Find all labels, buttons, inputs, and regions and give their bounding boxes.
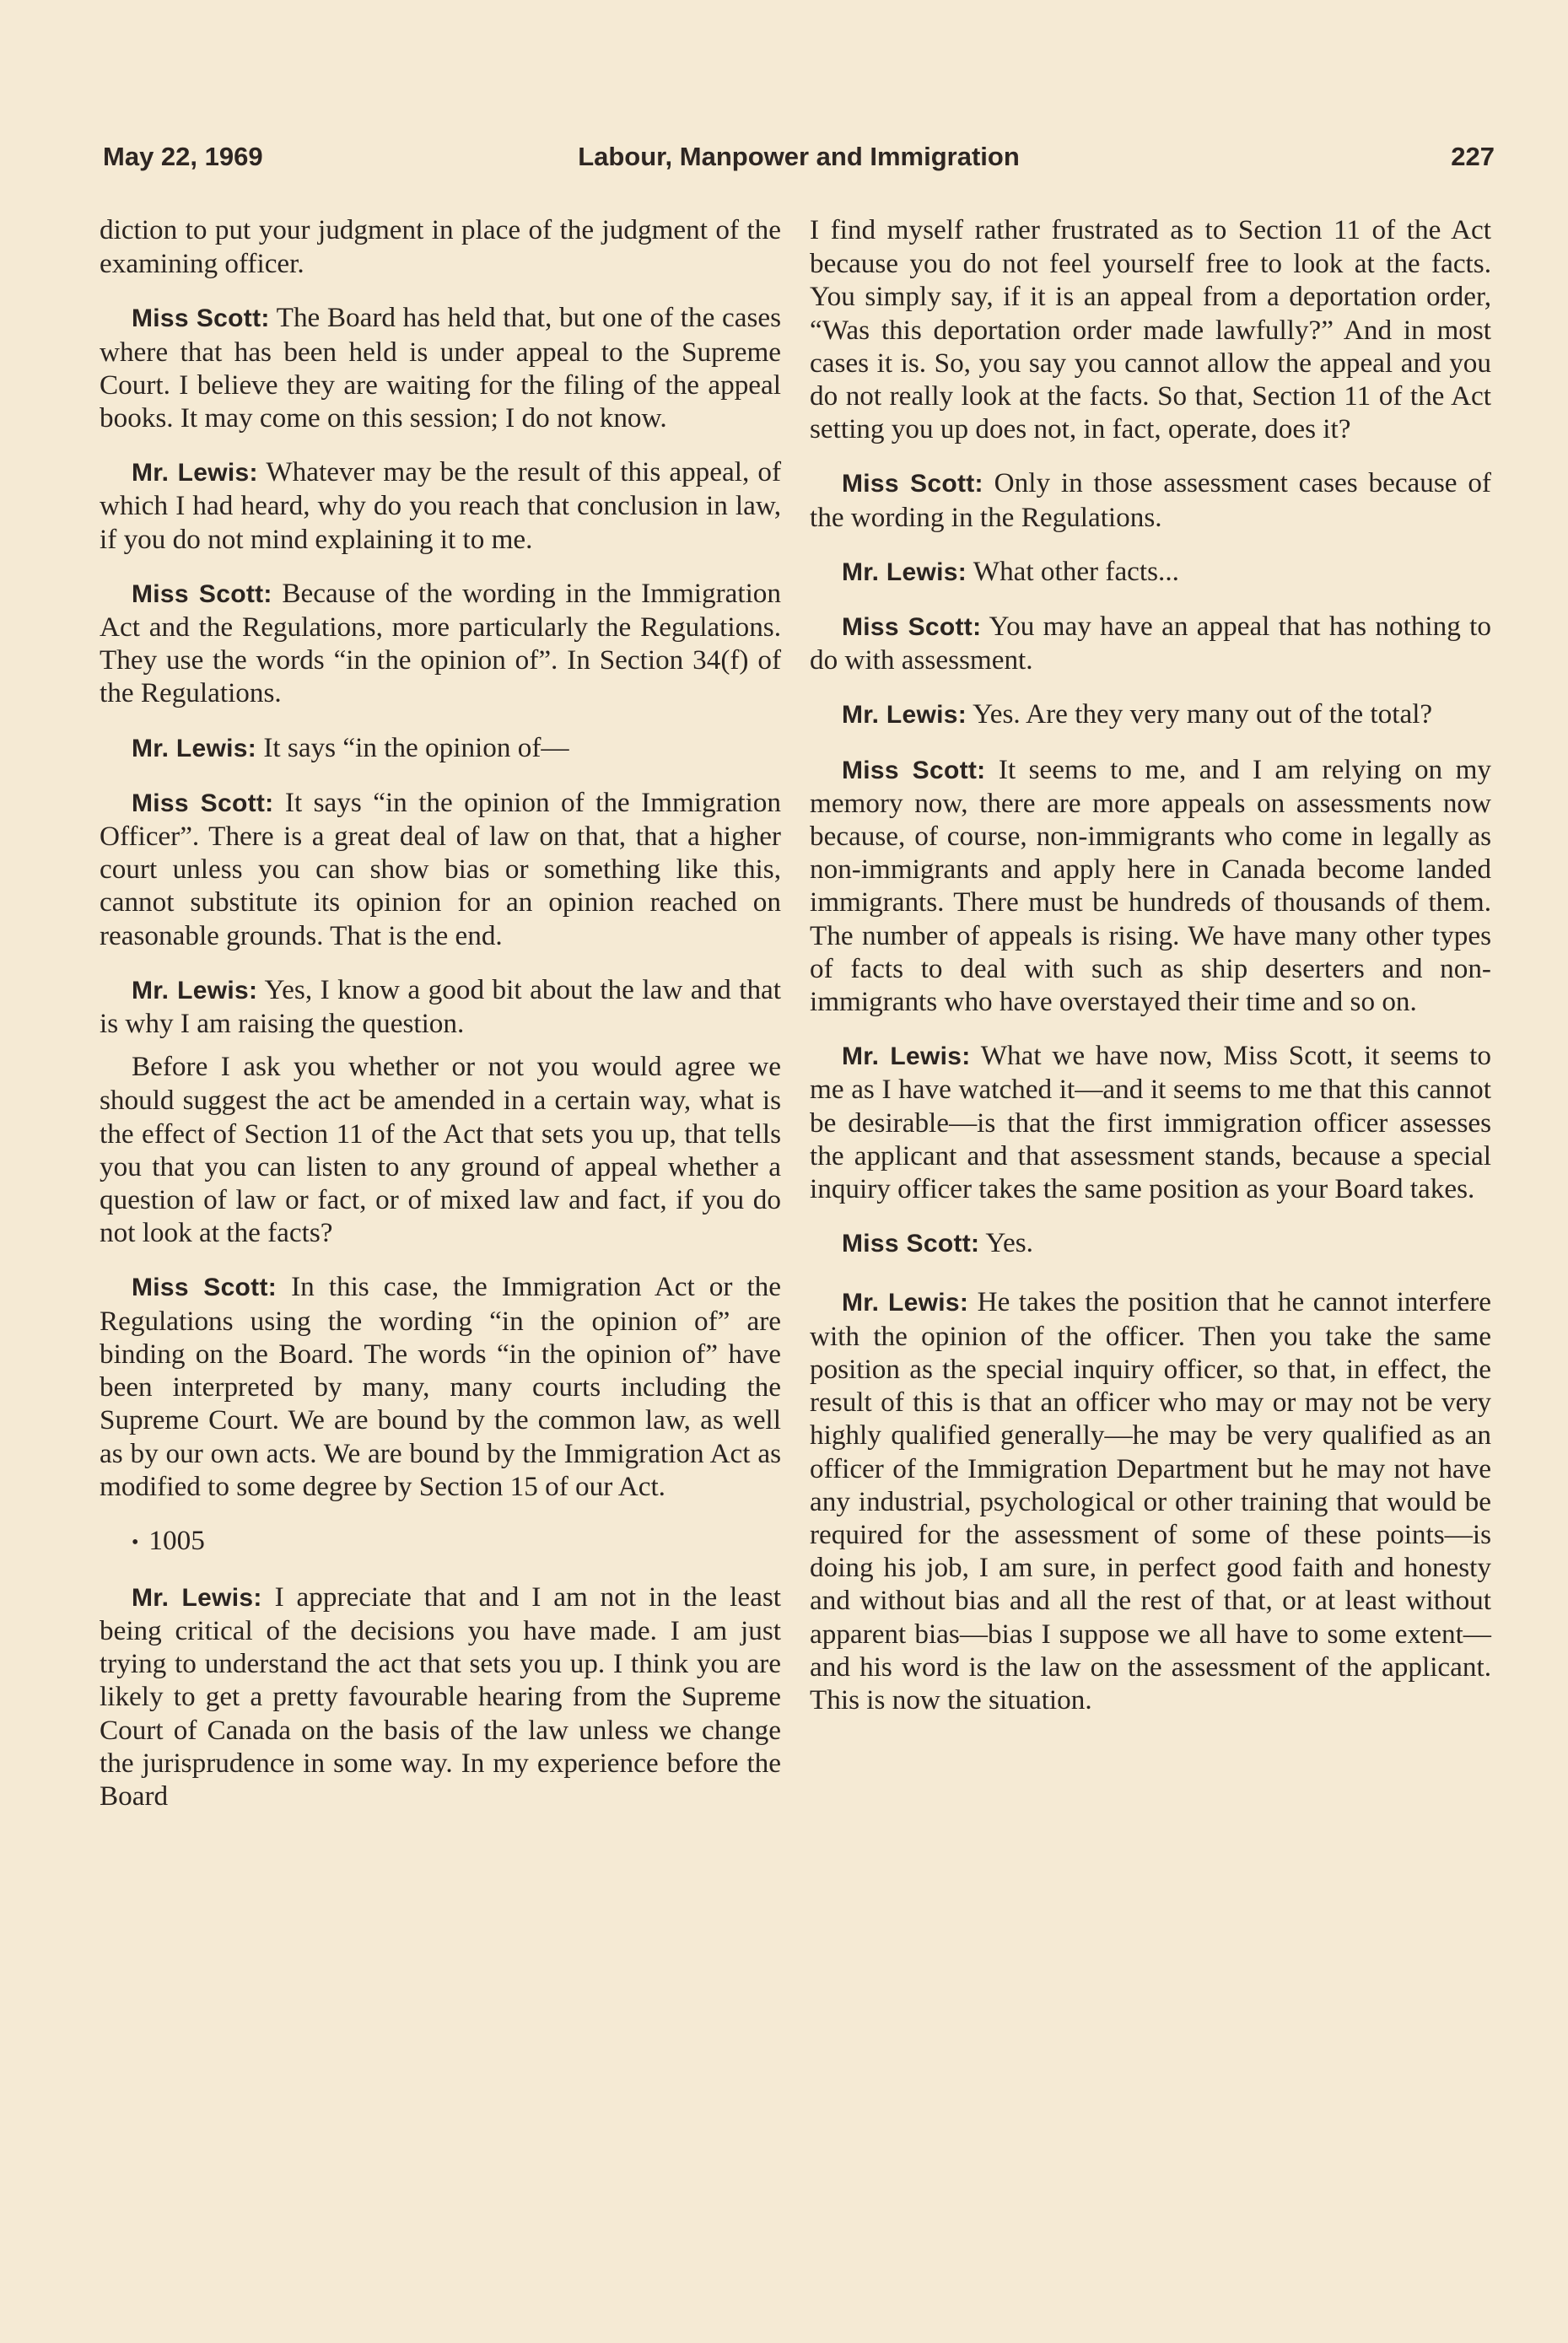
header-title: Labour, Manpower and Immigration [578,142,1020,171]
time-marker [100,1524,781,1559]
time-marker-text: 1005 [148,1524,205,1556]
speaker-name: Miss Scott: [132,1274,277,1302]
paragraph-text: The Board has held that, but one of the cases where that has been held is under appeal to the Supreme Court. I believe they are waiting for the filing of the appeal books. It may come on this session; I do not know. [100,302,781,434]
speaker-name: Miss Scott: [842,613,982,642]
paragraph-text: Before I ask you whether or not you would agree we should suggest the act be amended in a certain way, what is the effect of Section 11 of the Act that sets you up, that tells you that you can listen to any ground of appeal whether a question of law or fact, or of mixed law and fact, if you do not look at the facts? [100,1051,781,1249]
paragraph-text: diction to put your judgment in place of the judgment of the examining officer. [100,214,781,280]
right-column [810,213,1491,1737]
left-column [100,213,781,1834]
paragraph [100,577,781,710]
paragraph-text: It seems to me, and I am relying on my memory now, there are more appeals on assessments now because, of course, non-immigrants who come in legally as non-immigrants and apply here in Canada become landed immigrants. There must be hundreds of thousands of them. The number of appeals is rising. We have many other types of facts to deal with such as ship deserters and non-immigrants who have overstayed their time and so on. [810,753,1491,1018]
speaker-name: Miss Scott: [132,304,270,333]
paragraph [100,786,781,952]
speaker-name: Miss Scott: [842,470,983,498]
paragraph-text: Because of the wording in the Immigration Act and the Regulations, more particularly the Regulations. They use the words “in the opinion of”. In Section 34(f) of the Regulations. [100,577,781,709]
paragraph-text: What other facts... [967,555,1179,587]
paragraph-text: Whatever may be the result of this appeal, of which I had heard, why do you reach that conclusion in law, if you do not mind explaining it to me. [100,456,781,555]
paragraph [100,455,781,556]
speaker-name: Miss Scott: [842,1230,980,1258]
paragraph [100,301,781,434]
paragraph [810,555,1491,589]
paragraph [100,973,781,1040]
paragraph-text: I appreciate that and I am not in the least being critical of the decisions you have made. I am just trying to understand the act that sets you up. I think you are likely to get a pretty favourable hearing from the Supreme Court of Canada on the basis of the law unless we change the jurisprudence in some way. In my experience before the Board [100,1581,781,1812]
paragraph-text: It says “in the opinion of the Immigration Officer”. There is a great deal of law on that, that a higher court unless you can show bias or something like this, cannot substitute its opinion for an opinion reached on reasonable grounds. That is the end. [100,786,781,951]
paragraph [810,753,1491,1019]
paragraph-text: You may have an appeal that has nothing to do with assessment. [810,611,1491,676]
paragraph-text: Yes, I know a good bit about the law and that is why I am raising the question. [100,973,781,1040]
paragraph [810,698,1491,731]
paragraph [100,1050,781,1249]
paragraph [810,1039,1491,1205]
paragraph [100,1270,781,1502]
paragraph-text: I find myself rather frustrated as to Section 11 of the Act because you do not feel yourself free to look at the facts. You simply say, if it is an appeal from a deportation order, “Was this deportation order made lawfully?” And in most cases it is. So, you say you cannot allow the appeal and you do not really look at the facts. So that, Section 11 of the Act setting you up does not, in fact, operate, does it? [810,214,1491,445]
page-header [103,142,1495,186]
paragraph-text: What we have now, Miss Scott, it seems to me as I have watched it—and it seems to me that this cannot be desirable—is that the first immigration officer assesses the applicant and that assessment stands, because a special inquiry officer takes the same position as your Board takes. [810,1040,1491,1205]
speaker-name: Mr. Lewis: [132,1583,262,1612]
paragraph [810,466,1491,533]
speaker-name: Mr. Lewis: [842,1289,969,1317]
paragraph [810,213,1491,445]
paragraph-text: It says “in the opinion of— [256,731,569,763]
speaker-name: Mr. Lewis: [132,459,258,487]
paragraph-text: In this case, the Immigration Act or the Regulations using the wording “in the opinion of” are binding on the Board. The words “in the opinion of” have been interpreted by many, many courts including the Supreme Court. We are bound by the common law, as well as by our own acts. We are bound by the Immigration Act as modified to some degree by Section 15 of our Act. [100,1271,781,1502]
speaker-name: Mr. Lewis: [842,557,967,586]
paragraph-text: He takes the position that he cannot interfere with the opinion of the officer. Then you take the same position as the special inquiry officer, so that, in effect, the result of this is that an officer who may or may not be very highly qualified generally—he may be very qualified as an officer of the Immigration Department but he may not have any industrial, psychological or other training that would be required for the assessment of some of these points—is doing his job, I am sure, in perfect good faith and honesty and without bias and all the rest of that, or at least without apparent bias—bias I suppose we all have to some extent—and his word is the law on the assessment of the applicant. This is now the situation. [810,1286,1491,1716]
paragraph [100,731,781,765]
paragraph [810,1226,1491,1260]
paragraph-text: Yes. [979,1227,1033,1259]
paragraph-text: Only in those assessment cases because of the wording in the Regulations. [810,467,1491,533]
bullet-icon: • [132,1531,139,1554]
speaker-name: Mr. Lewis: [132,976,258,1005]
speaker-name: Mr. Lewis: [842,1042,971,1071]
header-date: May 22, 1969 [103,142,263,171]
speaker-name: Miss Scott: [132,789,274,817]
paragraph [100,213,781,280]
paragraph-text: Yes. Are they very many out of the total? [967,698,1433,730]
speaker-name: Miss Scott: [842,756,986,784]
speaker-name: Mr. Lewis: [132,734,257,762]
paragraph [810,610,1491,676]
speaker-name: Mr. Lewis: [842,701,967,730]
page-number: 227 [1451,142,1495,171]
paragraph [100,1581,781,1812]
speaker-name: Miss Scott: [132,579,272,608]
paragraph [810,1285,1491,1716]
